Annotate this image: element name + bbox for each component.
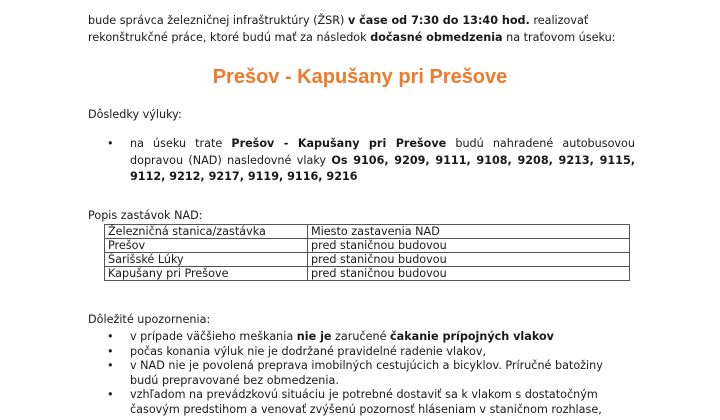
table-cell: Kapušany pri Prešove [105,267,308,281]
table-header: Železničná stanica/zastávka [105,225,308,239]
consequences-text: na úseku trate Prešov - Kapušany pri Prešove budú nahradené autobusovou dopravou (NAD) nasledovné vlaky Os 9106, 9209, 9111, 9108, 9208, 9213, 9115, 9112, 9212, 9217, 9119, 9116, 9216 [130,137,635,183]
table-cell: pred staničnou budovou [308,253,630,267]
table-row [105,267,630,281]
intro-text: na traťovom úseku: [502,31,616,44]
page-title: Prešov - Kapušany pri Prešove [212,66,508,88]
route-name: Prešov - Kapušany pri Prešove [231,137,447,150]
table-cell: pred staničnou budovou [308,239,630,253]
table-header: Miesto zastavenia NAD [308,225,630,239]
bullet-icon: • [107,137,114,150]
bullet-icon: • [107,344,114,358]
table-cell: Prešov [105,239,308,253]
stops-table [104,224,630,281]
table-row [105,253,630,267]
consequences-bullet [107,136,635,186]
intro-paragraph [88,12,648,46]
train-list: Os 9106, 9209, 9111, 9108, 9208, 9213, 9115, 9112, 9212, 9217, 9119, 9116, 9216 [130,153,635,183]
temporary-restrictions: dočasné obmedzenia [370,31,503,44]
bullet-icon: • [107,359,114,372]
table-cell: pred staničnou budovou [308,267,630,281]
table-row [105,239,630,253]
list-item: • vzhľadom na prevádzkovú situáciu je potrebné dostaviť sa k vlakom s dostatočným časovým predstihom a venovať zvýšenú pozornosť hláseniam v staničnom rozhlase, [107,388,602,416]
list-item: • počas konania výluk nie je dodržané pravidelné radenie vlakov, [107,344,487,358]
bullet-icon: • [107,330,114,343]
consequences-label: Dôsledky výluky: [88,108,182,121]
time-range: v čase od 7:30 do 13:40 hod. [347,14,530,27]
list-item: • v NAD nie je povolená preprava imobilných cestujúcich a bicyklov. Príručné batožiny budú prepravované bez obmedzenia. [107,359,603,387]
bullet-icon: • [107,388,114,401]
notes-label: Dôležité upozornenia: [88,313,211,326]
notes-list [107,330,627,417]
table-header-row [105,225,630,239]
intro-text: realizovať rekonštrukčné práce, ktoré budú mať za následok [88,14,589,44]
stops-label: Popis zastávok NAD: [88,209,203,222]
list-item: • v prípade väčšieho meškania nie je zaručené čakanie prípojných vlakov [107,330,554,343]
table-cell: Šarišské Lúky [105,253,308,267]
intro-text: bude správca železničnej infraštruktúry (ŽSR) [88,14,348,27]
